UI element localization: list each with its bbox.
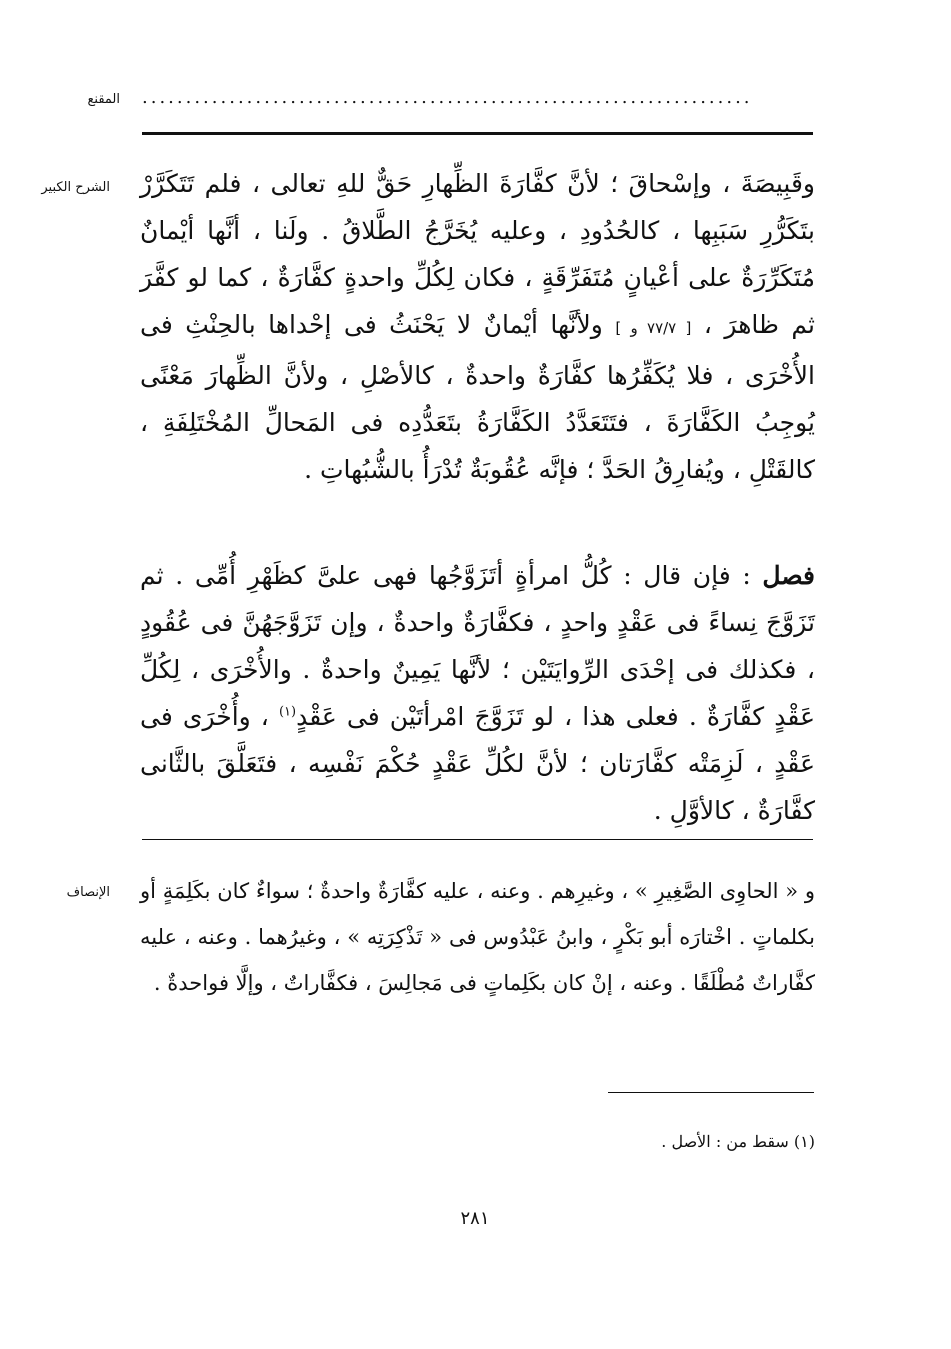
sharh-paragraph-1: [140, 160, 815, 493]
running-head-title: المقنع: [87, 92, 120, 107]
header-dot-leader: ......................................................................: [142, 88, 753, 108]
manuscript-folio-ref: [ ٧٧/٧ و ]: [615, 319, 692, 337]
footnote-reference: (١): [278, 704, 297, 720]
sharh-paragraph-2-text-b: ، وأُخْرَى فى عَقْدٍ ، لَزِمَتْه كفَّارَتان ؛ لأنَّ لكُلِّ عَقْدٍ حُكْمَ نَفْسِه ، فتَعَلَّقَ بالثَّانى كفَّارَةٌ ، كالأوَّلِ .: [140, 702, 815, 825]
sharh-paragraph-2-text-a: : فإن قال : كُلُّ امرأةٍ أتَزَوَّجُها فهى علىَّ كظَهْرِ أُمِّى . ثم تَزَوَّجَ نِساءً فى عَقْدٍ واحدٍ ، فكفَّارَةٌ واحدةٌ ، وإن تَزَوَّجَهُنَّ فى عُقُودٍ ، فكذلك فى إحْدَى الرِّوايَتَيْن ؛ لأنَّها يَمِينٌ واحدةٌ . والأُخْرَى ، لِكُلِّ عَقْدٍ كفَّارَةٌ . فعلى هذا ، لو تَزَوَّجَ امْرأتَيْن فى عَقْدٍ: [140, 561, 815, 731]
side-label-insaf: الإنصاف: [66, 885, 110, 900]
side-label-sharh: الشرح الكبير: [41, 180, 110, 195]
page-number: ٢٨١: [460, 1208, 490, 1229]
footnote-rule: [608, 1092, 814, 1093]
section-divider-rule: [142, 839, 813, 840]
insaf-paragraph: و « الحاوِى الصَّغِيرِ » ، وغيرِهم . وعنه ، عليه كفَّارَةٌ واحدةٌ ؛ سواءٌ كان بكَلِمَةٍ أو بكلماتٍ . اخْتارَه أبو بَكْرٍ ، وابنُ عَبْدُوس فى « تَذْكِرَتِه » ، وغيرُهما . وعنه ، عليه كفَّاراتٌ مُطْلَقًا . وعنه ، إنْ كان بكَلِماتٍ فى مَجالِسَ ، فكفَّاراتٌ ، وإلَّا فواحدةٌ .: [140, 879, 815, 995]
sharh-paragraph-1-text-a: وقَبِيصَةَ ، وإسْحاقَ ؛ لأنَّ كفَّارَةَ الظِّهارِ حَقٌّ للهِ تعالى ، فلم تَتَكَرَّرْ بتَكَرُّرِ سَبَبِها ، كالحُدُودِ ، وعليه يُخَرَّجُ الطَّلاقُ . ولَنا ، أنَّها أيْمانٌ مُتَكَرِّرَةٌ على أعْيانٍ مُتَفَرِّقَةٍ ، فكان لِكُلِّ واحدةٍ كفَّارَةٌ ، كما لو كفَّرَ ثم ظاهرَ ،: [140, 169, 815, 339]
footnote: (١) سقط من : الأصل .: [661, 1132, 815, 1151]
section-heading-fasl: فصل: [762, 561, 815, 590]
sharh-paragraph-2: [140, 552, 815, 834]
header-rule: [142, 132, 813, 135]
sharh-paragraph-1-text-b: ولأنَّها أيْمانٌ لا يَحْنَثُ فى إحْداها بالحِنْثِ فى الأُخْرَى ، فلا يُكَفِّرُها كفَّارَةٌ واحدةٌ ، كالأصْلِ ، ولأنَّ الظِّهارَ مَعْنًى يُوجِبُ الكَفَّارَةَ ، فتَتَعَدَّدُ الكَفَّارَةُ بتَعَدُّدِه فى المَحالِّ المُخْتَلِفَةِ ، كالقَتْلِ ، ويُفارِقُ الحَدَّ ؛ فإنَّه عُقُوبَةٌ تُدْرَأُ بالشُّبُهاتِ .: [140, 310, 815, 484]
